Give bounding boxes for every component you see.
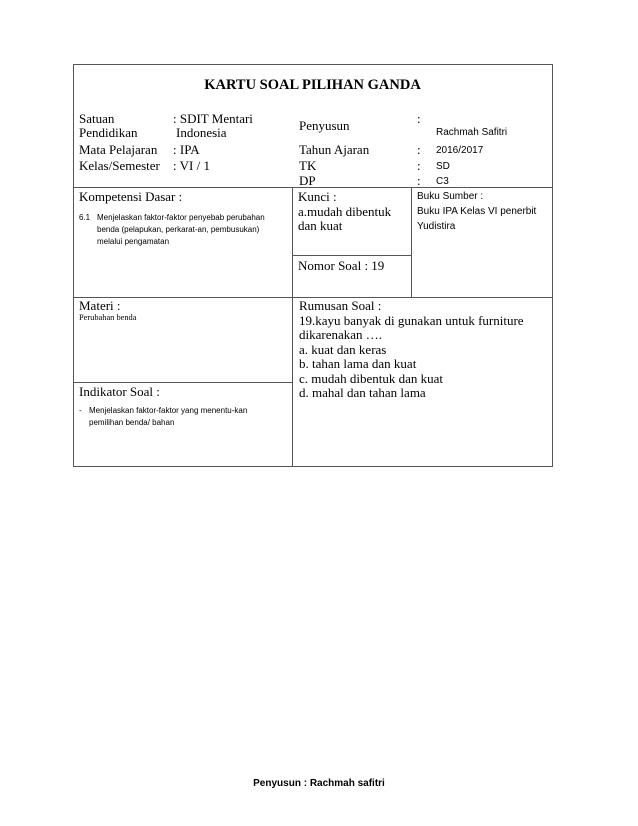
- kompetensi-line-1: Menjelaskan faktor-faktor penyebab perubahan: [97, 213, 265, 222]
- indikator-line-1: Menjelaskan faktor-faktor yang menentu-kan: [89, 406, 248, 415]
- indikator-label: Indikator Soal :: [79, 384, 160, 399]
- kompetensi-label: Kompetensi Dasar :: [79, 189, 183, 204]
- kompetensi-line-2: benda (pelapukan, perkarat-an, pembusukan): [97, 225, 260, 234]
- divider-main-vertical: [292, 187, 293, 466]
- buku-line-1: Buku IPA Kelas VI penerbit: [417, 206, 537, 217]
- tk-label: TK: [299, 158, 317, 173]
- option-b: b. tahan lama dan kuat: [299, 356, 417, 371]
- kelas-value: : VI / 1: [173, 158, 210, 173]
- penyusun-colon: :: [417, 111, 421, 126]
- divider-materi-indikator: [73, 382, 293, 383]
- buku-line-2: Yudistira: [417, 221, 456, 232]
- buku-label: Buku Sumber :: [417, 191, 484, 202]
- penyusun-value: Rachmah Safitri: [436, 127, 508, 138]
- kunci-line-2: dan kuat: [298, 218, 343, 233]
- satuan-value-2: Indonesia: [176, 125, 227, 140]
- mapel-label: Mata Pelajaran: [79, 142, 158, 157]
- tahun-colon: :: [417, 142, 421, 157]
- kelas-label: Kelas/Semester: [79, 158, 160, 173]
- mapel-value: : IPA: [173, 142, 200, 157]
- option-c: c. mudah dibentuk dan kuat: [299, 371, 444, 386]
- question-line-1: 19.kayu banyak di gunakan untuk furniture: [299, 313, 524, 328]
- divider-kunci-buku: [411, 187, 412, 297]
- option-d: d. mahal dan tahan lama: [299, 385, 426, 400]
- rumusan-label: Rumusan Soal :: [299, 298, 382, 313]
- indikator-bullet: -: [79, 406, 82, 415]
- dp-value: C3: [436, 176, 449, 187]
- kompetensi-number: 6.1: [79, 213, 91, 222]
- tahun-value: 2016/2017: [436, 145, 484, 156]
- kunci-label: Kunci :: [298, 189, 337, 204]
- satuan-label-1: Satuan: [79, 111, 115, 126]
- penyusun-label: Penyusun: [299, 118, 350, 133]
- satuan-label-2: Pendidikan: [79, 125, 138, 140]
- tahun-label: Tahun Ajaran: [299, 142, 370, 157]
- divider-kunci-nomor: [292, 255, 412, 256]
- kunci-line-1: a.mudah dibentuk: [298, 204, 392, 219]
- card-title: KARTU SOAL PILIHAN GANDA: [204, 77, 421, 93]
- option-a: a. kuat dan keras: [299, 342, 387, 357]
- materi-value: Perubahan benda: [79, 313, 137, 322]
- tk-colon: :: [417, 158, 421, 173]
- question-line-2: dikarenakan ….: [299, 327, 383, 342]
- satuan-value-1: : SDIT Mentari: [173, 111, 253, 126]
- footer-author: Penyusun : Rachmah safitri: [253, 778, 385, 789]
- tk-value: SD: [436, 161, 450, 172]
- materi-label: Materi :: [79, 298, 121, 313]
- kompetensi-line-3: melalui pengamatan: [97, 237, 170, 246]
- nomor-soal: Nomor Soal : 19: [298, 258, 385, 273]
- indikator-line-2: pemilihan benda/ bahan: [89, 418, 175, 427]
- dp-colon: :: [417, 173, 421, 188]
- dp-label: DP: [299, 173, 316, 188]
